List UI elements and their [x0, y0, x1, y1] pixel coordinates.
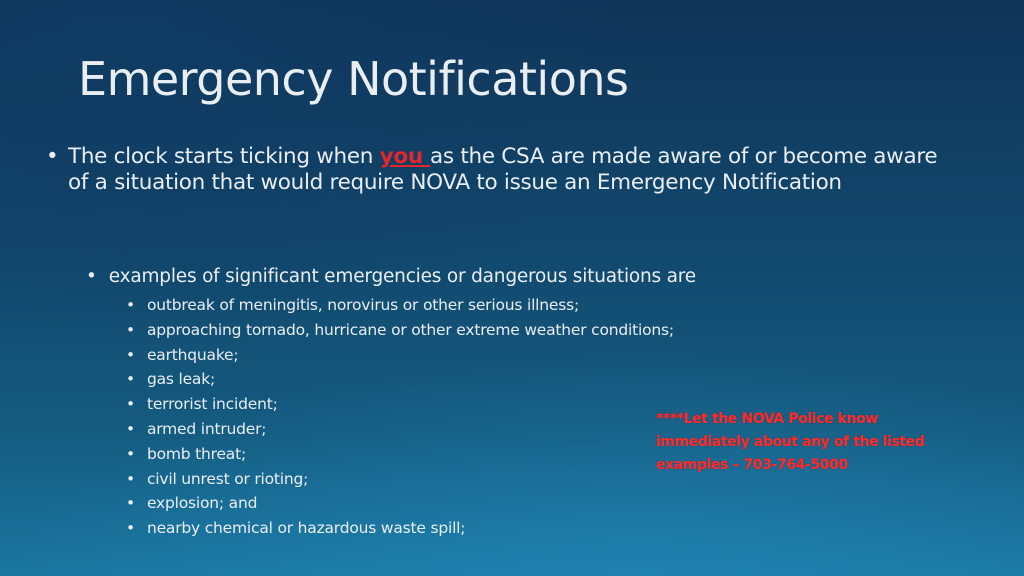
examples-heading [86, 266, 696, 287]
list-item-text: explosion; and [146, 494, 258, 513]
bullet-dot: • [126, 494, 135, 513]
main-bullet-text [68, 144, 946, 196]
slide-title: Emergency Notifications [78, 52, 629, 106]
bullet-dot: • [126, 419, 135, 438]
main-bullet [46, 144, 946, 196]
bullet-dot: • [126, 370, 135, 389]
list-item-text: approaching tornado, hurricane or other extreme weather conditions; [146, 320, 674, 339]
list-item [126, 491, 674, 516]
bullet-dot: • [86, 266, 97, 287]
bullet-dot: • [126, 345, 135, 364]
police-note: ****Let the NOVA Police know immediately about any of the listed examples – 703-764-5000 [656, 411, 925, 473]
bullet-dot: • [126, 444, 135, 463]
list-item [126, 516, 674, 541]
list-item [126, 343, 674, 368]
list-item-text: bomb threat; [146, 444, 247, 463]
list-item [126, 442, 674, 467]
list-item [126, 318, 674, 343]
list-item-text: civil unrest or rioting; [146, 469, 309, 488]
list-item [126, 293, 674, 318]
bullet-dot: • [126, 296, 135, 314]
list-item [126, 467, 674, 492]
bullet-dot: • [126, 519, 135, 538]
list-item-text: outbreak of meningitis, norovirus or other serious illness; [146, 296, 580, 314]
bullet-dot: • [46, 144, 59, 169]
examples-heading-text: examples of significant emergencies or dangerous situations are [108, 266, 696, 287]
list-item [126, 417, 674, 442]
examples-list [126, 293, 674, 541]
list-item-text: gas leak; [146, 370, 216, 389]
list-item [126, 392, 674, 417]
list-item-text: nearby chemical or hazardous waste spill; [146, 519, 466, 538]
list-item [126, 367, 674, 392]
bullet-dot: • [126, 469, 135, 488]
list-item-text: armed intruder; [146, 419, 267, 438]
highlight-you: you [379, 144, 431, 169]
main-bullet-after: as the CSA are made aware of or become aware of a situation that would require NOVA to issue an Emergency Notification [68, 144, 938, 195]
list-item-text: terrorist incident; [146, 395, 278, 414]
bullet-dot: • [126, 320, 135, 339]
bullet-dot: • [126, 395, 135, 414]
main-bullet-before: The clock starts ticking when [68, 144, 380, 169]
list-item-text: earthquake; [146, 345, 239, 364]
